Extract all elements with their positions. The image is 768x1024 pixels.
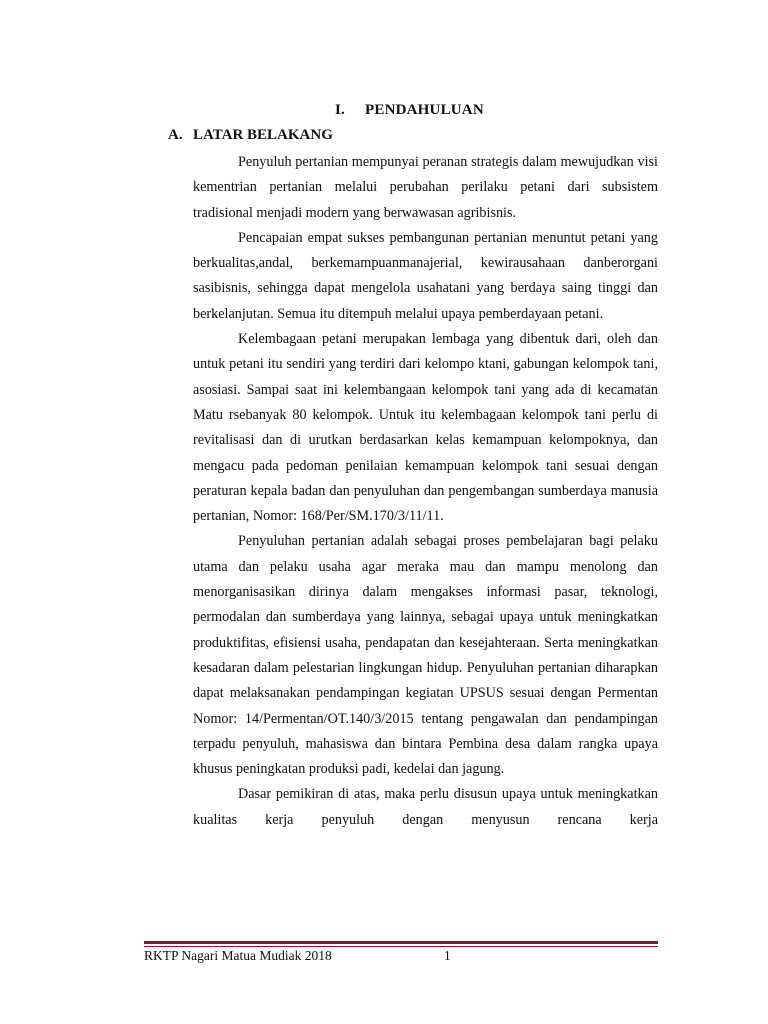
paragraph: Penyuluhan pertanian adalah sebagai proses pembelajaran bagi pelaku utama dan pelaku usaha agar meraka mau dan mampu menolong dan menorganisasikan dirinya dalam mengakses informasi pasar, teknologi, permodalan dan sumberdaya yang lainnya, sebagai upaya untuk meningkatkan produktifitas, efisiensi usaha, pendapatan dan kesejahteraan. Serta meningkatkan kesadaran dalam pelestarian lingkungan hidup. Penyuluhan pertanian diharapkan dapat melaksanakan pendampingan kegiatan UPSUS sesuai dengan Permentan Nomor: 14/Permentan/OT.140/3/2015 tentang pengawalan dan pendampingan terpadu penyuluh, mahasiswa dan bintara Pembina desa dalam rangka upaya khusus peningkatan produksi padi, kedelai dan jagung. [193, 533, 658, 778]
chapter-heading [335, 102, 484, 119]
body-text [193, 150, 658, 833]
paragraph: Pencapaian empat sukses pembangunan pertanian menuntut petani yang berkualitas,andal, berkemampuanmanajerial, kewirausahaan danberorgani sasibisnis, sehingga dapat mengelola usahatani yang berdaya saing tinggi dan berkelanjutan. Semua itu ditempuh melalui upaya pemberdayaan petani. [193, 229, 658, 322]
paragraph: Kelembagaan petani merupakan lembaga yang dibentuk dari, oleh dan untuk petani itu sendiri yang terdiri dari kelompo ktani, gabungan kelompok tani, asosiasi. Sampai saat ini kelembangaan kelompok tani yang ada di kecamatan Matu rsebanyak 80 kelompok. Untuk itu kelembagaan kelompok tani perlu di revitalisasi dan di urutkan berdasarkan kelas kemampuan kelompoknya, dan mengacu pada pedoman penilaian kemampuan kelompok tani sesuai dengan peraturan kepala badan dan penyuluhan dan pengembangan sumberdaya manusia pertanian, Nomor: 168/Per/SM.170/3/11/11. [193, 331, 658, 525]
paragraph: Dasar pemikiran di atas, maka perlu disusun upaya untuk meningkatkan kualitas kerja penyuluh dengan menyusun rencana kerja [193, 786, 658, 828]
section-title: LATAR BELAKANG [193, 127, 333, 143]
footer-rule-thick [144, 941, 658, 944]
page-number: 1 [444, 948, 451, 963]
chapter-title: PENDAHULUAN [365, 102, 484, 118]
paragraph: Penyuluh pertanian mempunyai peranan strategis dalam mewujudkan visi kementrian pertanian melalui perubahan perilaku petani dari subsistem tradisional menjadi modern yang berwawasan agribisnis. [193, 154, 658, 221]
chapter-number: I. [335, 102, 345, 118]
footer-label: RKTP Nagari Matua Mudiak 2018 [144, 948, 332, 963]
section-heading [168, 127, 333, 144]
footer-rule-thin [144, 946, 658, 947]
section-letter: A. [168, 127, 183, 143]
